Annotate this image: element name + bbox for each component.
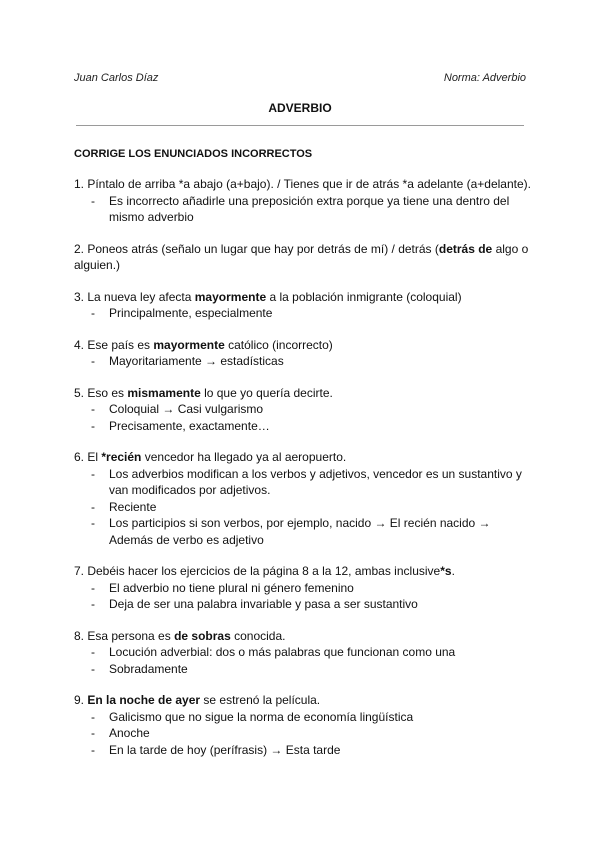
sentence-text: se estrenó la película. bbox=[200, 693, 321, 707]
explanation-note: - Precisamente, exactamente… bbox=[74, 418, 534, 435]
exercise-sentence bbox=[74, 176, 534, 193]
title-divider bbox=[76, 125, 524, 126]
sentence-text: 5. Eso es bbox=[74, 385, 128, 400]
exercise-item bbox=[74, 563, 534, 613]
exercise-sentence bbox=[74, 337, 534, 354]
explanation-note: - Locución adverbial: dos o más palabras que funcionan como una bbox=[74, 644, 534, 661]
explanation-list bbox=[74, 466, 534, 549]
sentence-text: algo o alguien.) bbox=[74, 241, 529, 272]
sentence-text: 4. Ese país es bbox=[74, 337, 154, 352]
explanation-list bbox=[74, 580, 534, 613]
explanation-note: - En la tarde de hoy (perífrasis) → Esta tarde bbox=[74, 742, 534, 759]
exercise-item bbox=[74, 385, 534, 435]
sentence-text: conocida. bbox=[230, 628, 286, 643]
explanation-note: - Anoche bbox=[74, 725, 534, 742]
explanation-list bbox=[74, 305, 534, 322]
explanation-list bbox=[74, 401, 534, 434]
exercise-list bbox=[74, 176, 534, 773]
highlighted-term: En la noche de ayer bbox=[87, 693, 201, 707]
explanation-list bbox=[74, 193, 534, 226]
author-name: Juan Carlos Díaz bbox=[74, 72, 159, 84]
exercise-sentence bbox=[74, 385, 534, 402]
explanation-list bbox=[74, 709, 534, 759]
explanation-note: - Es incorrecto añadirle una preposición extra porque ya tiene una dentro del mismo adverbio bbox=[74, 193, 534, 226]
explanation-note: - Los participios si son verbos, por ejemplo, nacido → El recién nacido → Además de verbo es adjetivo bbox=[74, 515, 534, 548]
explanation-note: - Principalmente, especialmente bbox=[74, 305, 534, 322]
exercise-sentence bbox=[74, 241, 534, 274]
exercise-item bbox=[74, 337, 534, 370]
exercise-item bbox=[74, 628, 534, 678]
exercise-sentence bbox=[74, 563, 534, 580]
sentence-text: lo que yo quería decirte. bbox=[200, 385, 333, 400]
norm-label: Norma: Adverbio bbox=[443, 72, 526, 84]
exercise-item bbox=[74, 241, 534, 274]
explanation-note: - Coloquial → Casi vulgarismo bbox=[74, 401, 534, 418]
explanation-list bbox=[74, 353, 534, 370]
explanation-note: - Deja de ser una palabra invariable y pasa a ser sustantivo bbox=[74, 596, 534, 613]
explanation-note: - Sobradamente bbox=[74, 661, 534, 678]
highlighted-term: mayormente bbox=[153, 337, 225, 352]
highlighted-term: detrás de bbox=[438, 241, 493, 256]
exercise-item bbox=[74, 449, 534, 548]
exercise-item bbox=[74, 289, 534, 322]
exercise-sentence bbox=[74, 692, 534, 709]
explanation-note: - Los adverbios modifican a los verbos y adjetivos, vencedor es un sustantivo y van modificados por adjetivos. bbox=[74, 466, 534, 499]
explanation-note: - El adverbio no tiene plural ni género femenino bbox=[74, 580, 534, 597]
sentence-text: católico (incorrecto) bbox=[224, 337, 333, 352]
highlighted-term: mismamente bbox=[127, 385, 201, 400]
sentence-text: 2. Poneos atrás (señalo un lugar que hay por detrás de mí) / detrás ( bbox=[74, 241, 439, 256]
sentence-text: 7. Debéis hacer los ejercicios de la página 8 a la 12, ambas inclusive bbox=[74, 564, 441, 578]
sentence-text: 6. El bbox=[74, 450, 102, 464]
sentence-text: a la población inmigrante (coloquial) bbox=[266, 289, 462, 304]
explanation-note: - Galicismo que no sigue la norma de economía lingüística bbox=[74, 709, 534, 726]
highlighted-term: *s bbox=[440, 564, 452, 578]
exercise-item bbox=[74, 176, 534, 226]
sentence-text: 8. Esa persona es bbox=[74, 628, 175, 643]
exercise-sentence bbox=[74, 628, 534, 645]
sentence-text: 1. Píntalo de arriba *a abajo (a+bajo). / Tienes que ir de atrás *a adelante (a+delante). bbox=[74, 177, 531, 191]
exercise-item bbox=[74, 692, 534, 758]
explanation-note: - Reciente bbox=[74, 499, 534, 516]
exercise-sentence bbox=[74, 289, 534, 306]
exercise-sentence bbox=[74, 449, 534, 466]
sentence-text: 9. bbox=[74, 693, 88, 707]
highlighted-term: de sobras bbox=[174, 628, 231, 643]
document-title: ADVERBIO bbox=[268, 101, 332, 115]
highlighted-term: mayormente bbox=[194, 289, 267, 304]
sentence-text: vencedor ha llegado ya al aeropuerto. bbox=[141, 450, 347, 464]
explanation-list bbox=[74, 644, 534, 677]
section-title: CORRIGE LOS ENUNCIADOS INCORRECTOS bbox=[74, 148, 313, 160]
highlighted-term: *recién bbox=[101, 450, 142, 464]
sentence-text: . bbox=[451, 564, 455, 578]
explanation-note: - Mayoritariamente → estadísticas bbox=[74, 353, 534, 370]
sentence-text: 3. La nueva ley afecta bbox=[74, 289, 195, 304]
